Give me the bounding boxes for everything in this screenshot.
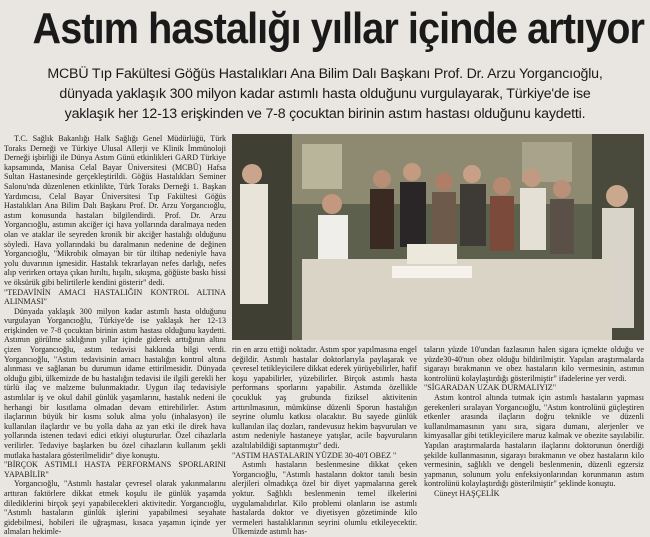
- body-paragraph: T.C. Sağlık Bakanlığı Halk Sağlığı Genel Müdürlüğü, Türk Toraks Derneği ve Türkiye Ulusal Allerji ve Klinik İmmünoloji Derneği işbirliği ile Dünya Astım Günü etkinlikleri GARD Türkiye kapsamında, Manisa Celal Bayar Üniversitesi (MCBÜ) Hafsa Sultan Hastanesinde gerçekleştirildi. Göğüs Hastalıkları Seminer Salonu'nda düzenlenen etkinlikte, Türk Toraks Derneği 1. Başkan Yardımcısı, Celal Bayar Üniversitesi Tıp Fakültesi Göğüs Hastalıkları Ana Bilim Dalı Başkanı Prof. Dr. Arzu Yorgancıoğlu, astım konusunda hastaları bilgilendirdi. Prof. Dr. Arzu Yorgancıoğlu, astımın akciğer içi hava yollarında daralmaya neden olan ve ataklar ile seyreden kronik bir akciğer hastalığı olduğunu söyledi. Hava yollarındaki bu daralmanın nedenine de değinen Yorgancıoğlu, "Mikrobik olmayan bir tür iltihap nedeniyle hava yolu duvarının işmesidir. Hastalık tekrarlayan nefes darlığı, nefes alıp verirken ortaya çıkan hırıltı, hışıltı, sıkışma, göğüste baskı hissi ve öksürük gibi belirtilerle kendini gösterir" dedi.: [4, 134, 226, 287]
- deck-line: MCBÜ Tıp Fakültesi Göğüs Hastalıkları Ana Bilim Dalı Başkanı Prof. Dr. Arzu Yorgancıoğlu,: [47, 66, 603, 82]
- body-paragraph: Astım kontrol altında tutmak için astımlı hastaların yapması gerekenleri sıralayan Yorgancıoğlu, "Astım kontrolünü güçleştiren etkenler arasında ilaçların doğru teknikle ve düzenli kullanılmamasının yanı sıra, sigara dumanı, alerjenler ve kimyasallar gibi tetikleyicilere maruz kalmak ve obezite sayılabilir. Yapılan araştırmalarda hastaların ilaçlarını doktorunun önerdiği şekilde kullanmasının, sigarayı bırakmanın ve obez hastaların kilo vermesinin, sağlıklı ve dengeli beslenmenin, düzenli egzersiz yapmanın, solunum yolu enfeksiyonlarından korunmanın astım kontrolünü kolaylaştırdığı gösterilmiştir" şeklinde konuştu.: [424, 392, 644, 489]
- article-headline: Astım hastalığı yıllar içinde artıyor: [32, 4, 645, 53]
- subheading: "ASTIM HASTALARIN YÜZDE 30-40'I OBEZ ": [232, 450, 397, 460]
- article-column-2: [232, 345, 417, 537]
- event-photo-image: [232, 134, 644, 340]
- event-photo: [232, 134, 644, 340]
- body-paragraph: Yorgancıoğlu, "Astımlı hastalar çevresel olarak yakınmalarını arttıran faktörlere dikkat etmek koşulu ile günlük yaşamda dilediklerini birçok şeyi yapabilecekleri aktivitedir. Yorgancıoğlu, "Astımlı hastaların günlük işlerini yapabilmesi seyahate gidebilmesi, hobileri ile uğraşması, kısaca yaşamın içinde yer almaları hekimle-: [4, 479, 226, 537]
- subheading: "SİGARADAN UZAK DURMALIYIZ": [424, 383, 557, 393]
- body-paragraph: Dünyada yaklaşık 300 milyon kadar astımlı hasta olduğunu vurgulayan Yorgancıoğlu, Türkiye'de ise yaklaşık her 12-13 erişkinden ve 7-8 çocuktan birinin astım hastası olduğunu kaydetti. Astımın görülme sıklığının yıllar içinde giderek arttığının altını çizen Yorgancıoğlu, astım tedavisi hakkında bilgi verdi. Yorgancıoğlu, "Astım tedavisinin amacı hastalığın kontrol altına alınması ve sağlanan bu durumun idame ettirilmesidir. Dünyada olduğu gibi, ülkemizde de bu hastalığın tedavisi ile ilgili gerekli her türlü ilaç ve malzeme bulunmaktadır. Uygun ilaç tedavisiyle astımlılar iş ve okul dahil günlük yaşamlarını, hastalık nedeni ile herhangi bir kısıtlama olmadan devam ettirebilirler. Astım ilaçlarının büyük bir kısmı soluk alma yolu (inhalasyon) ile kullanılan ilaçlardır ve bu yolla daha az yan etki ile direk hava yollarında istenen tedavi edici etkiyi oluştururlar. Özel cihazlarla verilirler. Tedaviye başlarken bu özel cihazların kullanım şekli mutlaka hastalara gösterilmelidir" diye konuştu.: [4, 306, 226, 460]
- body-paragraph: Astımlı hastaların beslenmesine dikkat çeken Yorgancıoğlu, "Astımlı hastaların doktor tanılı besin alerjileri olmadıkça özel bir diyet yapmalarına gerek yoktur. Sağlıklı beslenmenin temel ilkelerini uygulamalıdırlar. Kilo problemi olanların ise astımlı hastalarda doktor ve diyetisyen gözetiminde kilo vermeleri hastalıklarının seyrini olumlu etkileyecektir. Ülkemizde astımlı has-: [232, 460, 417, 537]
- body-paragraph: rin en arzu ettiği noktadır. Astım spor yapılmasına engel değildir. Astımlı hastalar doktorlarıyla paylaşarak ve çevresel tetikleyicilere dikkat ederek yürüyebilirler, hafif koşu yapabilirler, yüzebilirler. Birçok astımlı hasta performans sporlarını yapabilir. Astımda özellikle çocukluk yaş grubunda fiziksel aktivitenin arttırılmasının, mümkünse düzenli Sporun hastalığın seyrine olumlu katkısı olacaktır. Bu sayede günlük kullanılan ilaç dozları, randevusuz hekim başvuruları ve astım nedeniyle hastaneye yatışlar, acile başvuruların azaltılabildiği saptanmıştır" dedi.: [232, 345, 417, 450]
- article-column-1: [4, 134, 226, 537]
- article-deck: [0, 64, 650, 124]
- body-paragraph: taların yüzde 10'undan fazlasının halen sigara içmekte olduğu ve yüzde30-40'nın obez olduğu bildirilmiştir. Yapılan araştırmalarda sigarayı bırakmanın ve obez hastaların kilo vermesinin, astımın kontrolünü kolaylaştırdığı gösterilmiştir" ifadelerine yer verdi.: [424, 345, 644, 383]
- deck-line: dünyada yaklaşık 300 milyon kadar astımlı hasta olduğunu vurgulayarak, Türkiye'de ise: [59, 86, 591, 102]
- subheading: "TEDAVİNİN AMACI HASTALIĞIN KONTROL ALTINA ALINMASI": [4, 287, 226, 307]
- subheading: "BİRÇOK ASTIMLI HASTA PERFORMANS SPORLARINI YAPABİLİR": [4, 460, 226, 479]
- article-column-3: [424, 345, 644, 498]
- author-byline: Cüneyt HAŞÇELİK: [434, 488, 500, 498]
- deck-line: yaklaşık her 12-13 erişkinden ve 7-8 çocuktan birinin astım hastası olduğunu kaydetti.: [64, 106, 586, 122]
